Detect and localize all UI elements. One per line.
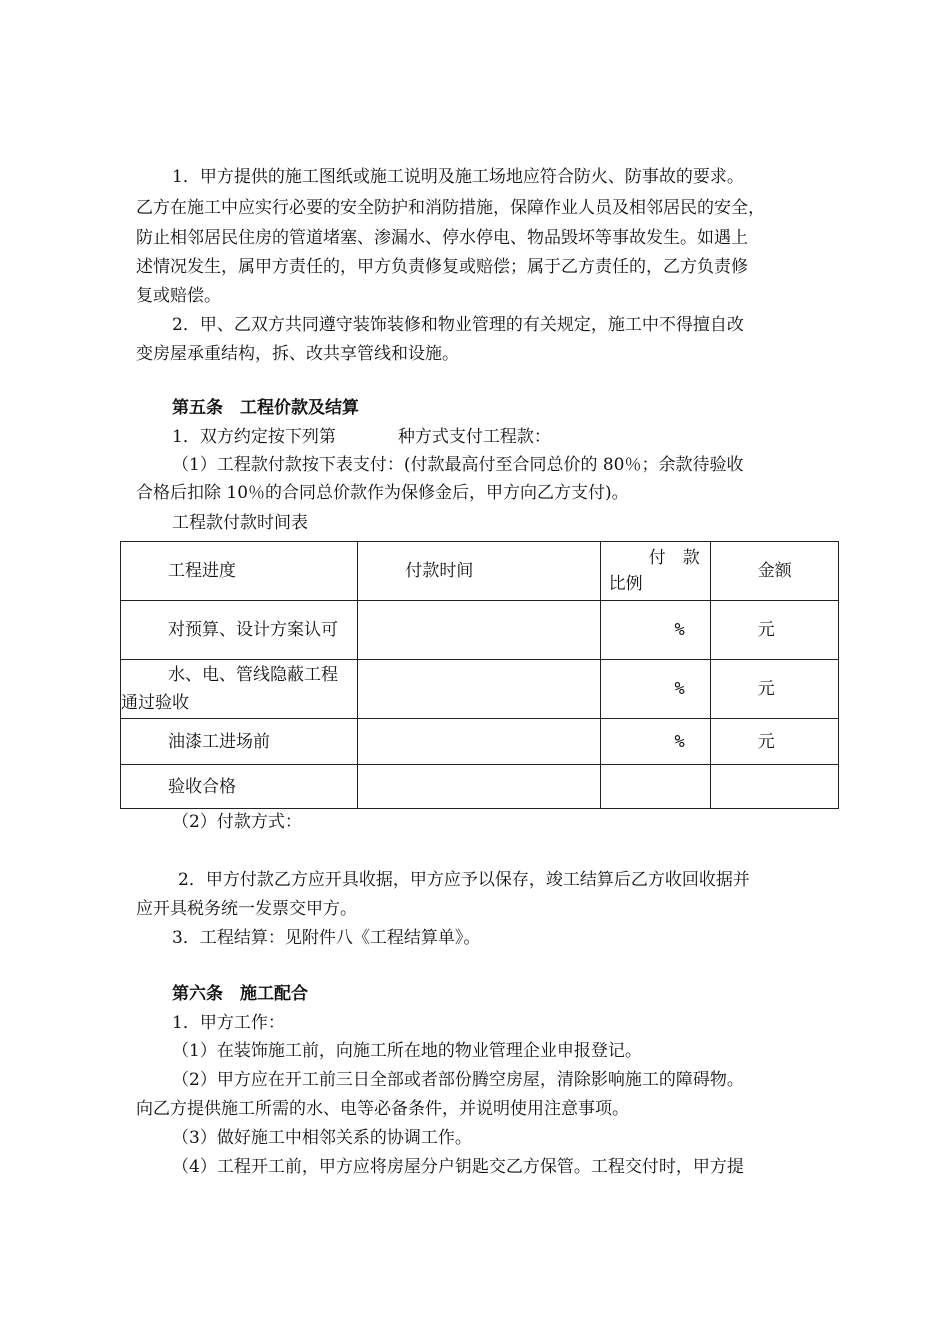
header-amount: 金额 xyxy=(710,542,838,601)
table-caption: 工程款付款时间表 xyxy=(172,513,308,533)
paragraph-line: （1）在装饰施工前，向施工所在地的物业管理企业申报登记。 xyxy=(172,1041,642,1061)
paragraph-line: 2．甲方付款乙方应开具收据，甲方应予以保存，竣工结算后乙方收回收据并 xyxy=(178,870,750,890)
item-text: 1．双方约定按下列第 xyxy=(172,427,336,447)
cell-amount: 元 xyxy=(710,660,838,719)
cell-time xyxy=(358,719,600,765)
paragraph-line xyxy=(172,426,551,448)
cell-amount: 元 xyxy=(710,719,838,765)
header-time: 付款时间 xyxy=(358,542,600,601)
cell-ratio xyxy=(600,765,710,809)
paragraph-line: （2）付款方式： xyxy=(172,812,302,832)
header-ratio-line2: 比例 xyxy=(608,574,643,594)
cell-time xyxy=(358,601,600,660)
article-heading: 第六条 施工配合 xyxy=(172,984,308,1004)
paragraph-line: 乙方在施工中应实行必要的安全防护和消防措施，保障作业人员及相邻居民的安全， xyxy=(136,198,765,218)
cell-amount: 元 xyxy=(710,601,838,660)
payment-schedule-table xyxy=(120,541,839,809)
item-text: 种方式支付工程款： xyxy=(397,427,551,447)
cell-stage: 水、电、管线隐蔽工程通过验收 xyxy=(121,660,358,719)
paragraph-line: 合格后扣除 10％的合同总价款作为保修金后，甲方向乙方支付)。 xyxy=(136,483,629,503)
table-row xyxy=(121,719,839,765)
paragraph-line: 防止相邻居民住房的管道堵塞、渗漏水、停水停电、物品毁坏等事故发生。如遇上 xyxy=(136,228,748,248)
paragraph-line: 2．甲、乙双方共同遵守装饰装修和物业管理的有关规定，施工中不得擅自改 xyxy=(172,315,744,335)
cell-ratio: % xyxy=(600,719,710,765)
header-ratio xyxy=(600,542,710,601)
cell-time xyxy=(358,660,600,719)
paragraph-line: 复或赔偿。 xyxy=(136,286,221,306)
table-header-row xyxy=(121,542,839,601)
paragraph-line: 1．甲方提供的施工图纸或施工说明及施工场地应符合防火、防事故的要求。 xyxy=(172,167,744,187)
cell-ratio: % xyxy=(600,660,710,719)
paragraph-line: （4）工程开工前，甲方应将房屋分户钥匙交乙方保管。工程交付时，甲方提 xyxy=(172,1157,744,1177)
paragraph-line: 应开具税务统一发票交甲方。 xyxy=(136,899,357,919)
table-row xyxy=(121,601,839,660)
cell-amount xyxy=(710,765,838,809)
paragraph-line: 向乙方提供施工所需的水、电等必备条件，并说明使用注意事项。 xyxy=(136,1099,629,1119)
paragraph-line: 变房屋承重结构，拆、改共享管线和设施。 xyxy=(136,344,459,364)
cell-stage: 验收合格 xyxy=(121,765,358,809)
cell-ratio: % xyxy=(600,601,710,660)
table-row xyxy=(121,765,839,809)
paragraph-line: 3．工程结算：见附件八《工程结算单》。 xyxy=(172,928,481,948)
cell-time xyxy=(358,765,600,809)
paragraph-line: （1）工程款付款按下表支付：(付款最高付至合同总价的 80％；余款待验收 xyxy=(172,455,744,475)
paragraph-line: （3）做好施工中相邻关系的协调工作。 xyxy=(172,1128,472,1148)
article-heading: 第五条 工程价款及结算 xyxy=(172,398,359,418)
paragraph-line: （2）甲方应在开工前三日全部或者部份腾空房屋，清除影响施工的障碍物。 xyxy=(172,1070,744,1090)
header-ratio-line1: 付 款 xyxy=(648,548,700,568)
cell-stage: 对预算、设计方案认可 xyxy=(121,601,358,660)
header-stage: 工程进度 xyxy=(121,542,358,601)
cell-stage: 油漆工进场前 xyxy=(121,719,358,765)
table-row xyxy=(121,660,839,719)
paragraph-line: 1．甲方工作： xyxy=(172,1013,285,1033)
paragraph-line: 述情况发生，属甲方责任的，甲方负责修复或赔偿；属于乙方责任的，乙方负责修 xyxy=(136,257,748,277)
